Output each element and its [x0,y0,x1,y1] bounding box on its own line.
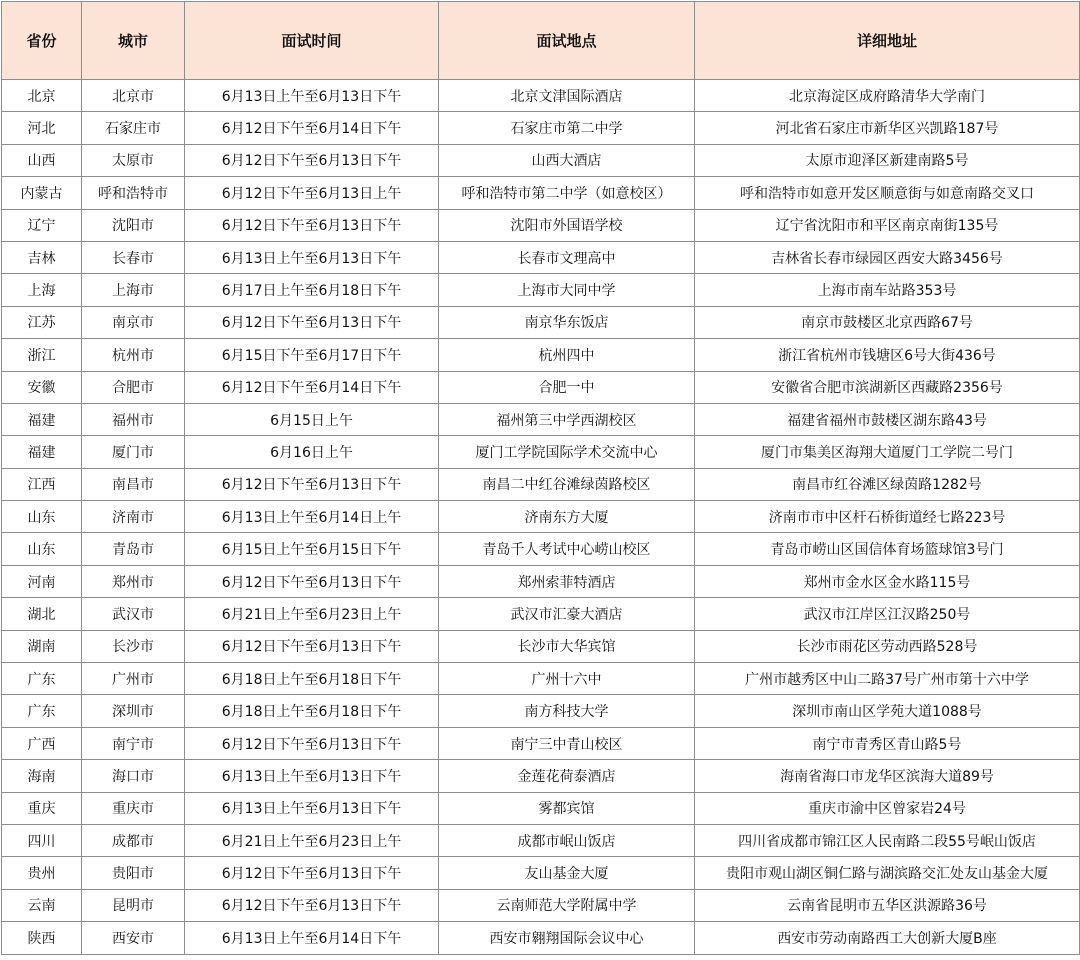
interview-time-cell: 6月13日上午至6月14日下午 [185,922,439,954]
table-row [2,760,1080,792]
city-cell: 海口市 [82,760,185,792]
table-row [2,339,1080,371]
interview-location-cell: 南方科技大学 [439,695,695,727]
table-row [2,209,1080,241]
province-cell: 浙江 [2,339,82,371]
interview-location-cell: 成都市岷山饭店 [439,824,695,856]
city-cell: 呼和浩特市 [82,177,185,209]
table-row [2,565,1080,597]
city-cell: 厦门市 [82,436,185,468]
interview-location-cell: 合肥一中 [439,371,695,403]
table-header [2,2,1080,80]
table-row [2,857,1080,889]
province-cell: 广西 [2,727,82,759]
interview-time-cell: 6月13日上午至6月13日下午 [185,760,439,792]
province-cell: 上海 [2,274,82,306]
table-row [2,274,1080,306]
table-row [2,533,1080,565]
interview-time-cell: 6月17日上午至6月18日下午 [185,274,439,306]
address-cell: 河北省石家庄市新华区兴凯路187号 [695,112,1080,144]
table-row [2,241,1080,273]
city-cell: 西安市 [82,922,185,954]
province-cell: 内蒙古 [2,177,82,209]
interview-time-cell: 6月12日下午至6月14日下午 [185,371,439,403]
province-cell: 广东 [2,695,82,727]
interview-time-cell: 6月15日上午至6月15日下午 [185,533,439,565]
interview-time-cell: 6月12日下午至6月13日下午 [185,209,439,241]
province-cell: 福建 [2,436,82,468]
interview-time-cell: 6月15日上午 [185,403,439,435]
address-cell: 浙江省杭州市钱塘区6号大街436号 [695,339,1080,371]
address-cell: 北京海淀区成府路清华大学南门 [695,80,1080,112]
city-cell: 石家庄市 [82,112,185,144]
city-cell: 青岛市 [82,533,185,565]
interview-location-cell: 郑州索菲特酒店 [439,565,695,597]
interview-location-cell: 济南东方大厦 [439,501,695,533]
interview-time-cell: 6月12日下午至6月13日下午 [185,630,439,662]
table-row [2,695,1080,727]
interview-time-cell: 6月12日下午至6月13日下午 [185,857,439,889]
city-cell: 北京市 [82,80,185,112]
city-cell: 福州市 [82,403,185,435]
address-cell: 福建省福州市鼓楼区湖东路43号 [695,403,1080,435]
province-cell: 河北 [2,112,82,144]
province-cell: 江西 [2,468,82,500]
address-cell: 云南省昆明市五华区洪源路36号 [695,889,1080,921]
city-cell: 深圳市 [82,695,185,727]
province-cell: 广东 [2,663,82,695]
city-cell: 沈阳市 [82,209,185,241]
address-cell: 辽宁省沈阳市和平区南京南街135号 [695,209,1080,241]
address-cell: 四川省成都市锦江区人民南路二段55号岷山饭店 [695,824,1080,856]
table-row [2,436,1080,468]
province-cell: 贵州 [2,857,82,889]
address-cell: 南宁市青秀区青山路5号 [695,727,1080,759]
interview-location-cell: 南京华东饭店 [439,306,695,338]
province-cell: 吉林 [2,241,82,273]
address-cell: 南京市鼓楼区北京西路67号 [695,306,1080,338]
table-row [2,630,1080,662]
interview-location-cell: 青岛千人考试中心崂山校区 [439,533,695,565]
table-row [2,889,1080,921]
interview-schedule-table [1,1,1080,955]
city-cell: 南昌市 [82,468,185,500]
address-cell: 呼和浩特市如意开发区顺意街与如意南路交叉口 [695,177,1080,209]
interview-time-cell: 6月13日上午至6月13日下午 [185,241,439,273]
interview-location-cell: 西安市翱翔国际会议中心 [439,922,695,954]
interview-location-cell: 沈阳市外国语学校 [439,209,695,241]
city-cell: 太原市 [82,144,185,176]
table-body [2,80,1080,955]
province-cell: 海南 [2,760,82,792]
table-row [2,824,1080,856]
table-row [2,468,1080,500]
address-cell: 厦门市集美区海翔大道厦门工学院二号门 [695,436,1080,468]
interview-location-cell: 北京文津国际酒店 [439,80,695,112]
interview-location-cell: 云南师范大学附属中学 [439,889,695,921]
interview-location-cell: 山西大酒店 [439,144,695,176]
province-cell: 山东 [2,533,82,565]
city-cell: 成都市 [82,824,185,856]
province-cell: 江苏 [2,306,82,338]
city-cell: 济南市 [82,501,185,533]
table-row [2,177,1080,209]
interview-location-cell: 福州第三中学西湖校区 [439,403,695,435]
province-cell: 山东 [2,501,82,533]
header-detailed-address: 详细地址 [695,2,1080,80]
interview-time-cell: 6月13日上午至6月13日下午 [185,80,439,112]
interview-time-cell: 6月21日上午至6月23日上午 [185,824,439,856]
province-cell: 福建 [2,403,82,435]
table-row [2,598,1080,630]
table-row [2,922,1080,954]
city-cell: 合肥市 [82,371,185,403]
address-cell: 海南省海口市龙华区滨海大道89号 [695,760,1080,792]
interview-location-cell: 友山基金大厦 [439,857,695,889]
city-cell: 杭州市 [82,339,185,371]
header-interview-time: 面试时间 [185,2,439,80]
interview-time-cell: 6月12日下午至6月13日下午 [185,727,439,759]
city-cell: 南京市 [82,306,185,338]
province-cell: 云南 [2,889,82,921]
table-row [2,112,1080,144]
interview-time-cell: 6月12日下午至6月13日下午 [185,306,439,338]
interview-time-cell: 6月18日上午至6月18日下午 [185,663,439,695]
interview-location-cell: 雾都宾馆 [439,792,695,824]
city-cell: 长春市 [82,241,185,273]
city-cell: 武汉市 [82,598,185,630]
city-cell: 重庆市 [82,792,185,824]
city-cell: 昆明市 [82,889,185,921]
interview-location-cell: 长春市文理高中 [439,241,695,273]
table-row [2,371,1080,403]
interview-time-cell: 6月12日下午至6月13日下午 [185,565,439,597]
address-cell: 西安市劳动南路西工大创新大厦B座 [695,922,1080,954]
interview-time-cell: 6月12日下午至6月13日下午 [185,468,439,500]
address-cell: 郑州市金水区金水路115号 [695,565,1080,597]
header-row [2,2,1080,80]
address-cell: 青岛市崂山区国信体育场篮球馆3号门 [695,533,1080,565]
address-cell: 重庆市渝中区曾家岩24号 [695,792,1080,824]
interview-time-cell: 6月12日下午至6月13日下午 [185,144,439,176]
table-row [2,144,1080,176]
table-row [2,80,1080,112]
province-cell: 重庆 [2,792,82,824]
province-cell: 辽宁 [2,209,82,241]
header-province: 省份 [2,2,82,80]
address-cell: 武汉市江岸区江汉路250号 [695,598,1080,630]
interview-time-cell: 6月15日下午至6月17日下午 [185,339,439,371]
interview-time-cell: 6月18日上午至6月18日下午 [185,695,439,727]
interview-location-cell: 石家庄市第二中学 [439,112,695,144]
address-cell: 济南市市中区杆石桥街道经七路223号 [695,501,1080,533]
interview-time-cell: 6月12日下午至6月13日上午 [185,177,439,209]
province-cell: 湖南 [2,630,82,662]
address-cell: 安徽省合肥市滨湖新区西藏路2356号 [695,371,1080,403]
address-cell: 太原市迎泽区新建南路5号 [695,144,1080,176]
interview-location-cell: 呼和浩特市第二中学（如意校区） [439,177,695,209]
interview-location-cell: 长沙市大华宾馆 [439,630,695,662]
table-row [2,792,1080,824]
province-cell: 陕西 [2,922,82,954]
interview-location-cell: 南昌二中红谷滩绿茵路校区 [439,468,695,500]
interview-time-cell: 6月12日下午至6月13日下午 [185,889,439,921]
interview-location-cell: 武汉市汇豪大酒店 [439,598,695,630]
province-cell: 四川 [2,824,82,856]
interview-location-cell: 厦门工学院国际学术交流中心 [439,436,695,468]
interview-time-cell: 6月16日上午 [185,436,439,468]
interview-time-cell: 6月13日上午至6月14日上午 [185,501,439,533]
table-row [2,727,1080,759]
interview-location-cell: 金莲花荷泰酒店 [439,760,695,792]
interview-time-cell: 6月13日上午至6月13日下午 [185,792,439,824]
interview-location-cell: 杭州四中 [439,339,695,371]
province-cell: 湖北 [2,598,82,630]
province-cell: 山西 [2,144,82,176]
interview-location-cell: 南宁三中青山校区 [439,727,695,759]
interview-location-cell: 广州十六中 [439,663,695,695]
table-row [2,663,1080,695]
city-cell: 贵阳市 [82,857,185,889]
header-city: 城市 [82,2,185,80]
city-cell: 广州市 [82,663,185,695]
city-cell: 长沙市 [82,630,185,662]
interview-time-cell: 6月12日下午至6月14日下午 [185,112,439,144]
address-cell: 贵阳市观山湖区铜仁路与湖滨路交汇处友山基金大厦 [695,857,1080,889]
interview-time-cell: 6月21日上午至6月23日上午 [185,598,439,630]
table-row [2,501,1080,533]
address-cell: 广州市越秀区中山二路37号广州市第十六中学 [695,663,1080,695]
address-cell: 深圳市南山区学苑大道1088号 [695,695,1080,727]
header-interview-location: 面试地点 [439,2,695,80]
province-cell: 北京 [2,80,82,112]
address-cell: 长沙市雨花区劳动西路528号 [695,630,1080,662]
address-cell: 上海市南车站路353号 [695,274,1080,306]
address-cell: 南昌市红谷滩区绿茵路1282号 [695,468,1080,500]
city-cell: 南宁市 [82,727,185,759]
province-cell: 河南 [2,565,82,597]
interview-location-cell: 上海市大同中学 [439,274,695,306]
table-row [2,306,1080,338]
city-cell: 上海市 [82,274,185,306]
table-row [2,403,1080,435]
province-cell: 安徽 [2,371,82,403]
city-cell: 郑州市 [82,565,185,597]
address-cell: 吉林省长春市绿园区西安大路3456号 [695,241,1080,273]
